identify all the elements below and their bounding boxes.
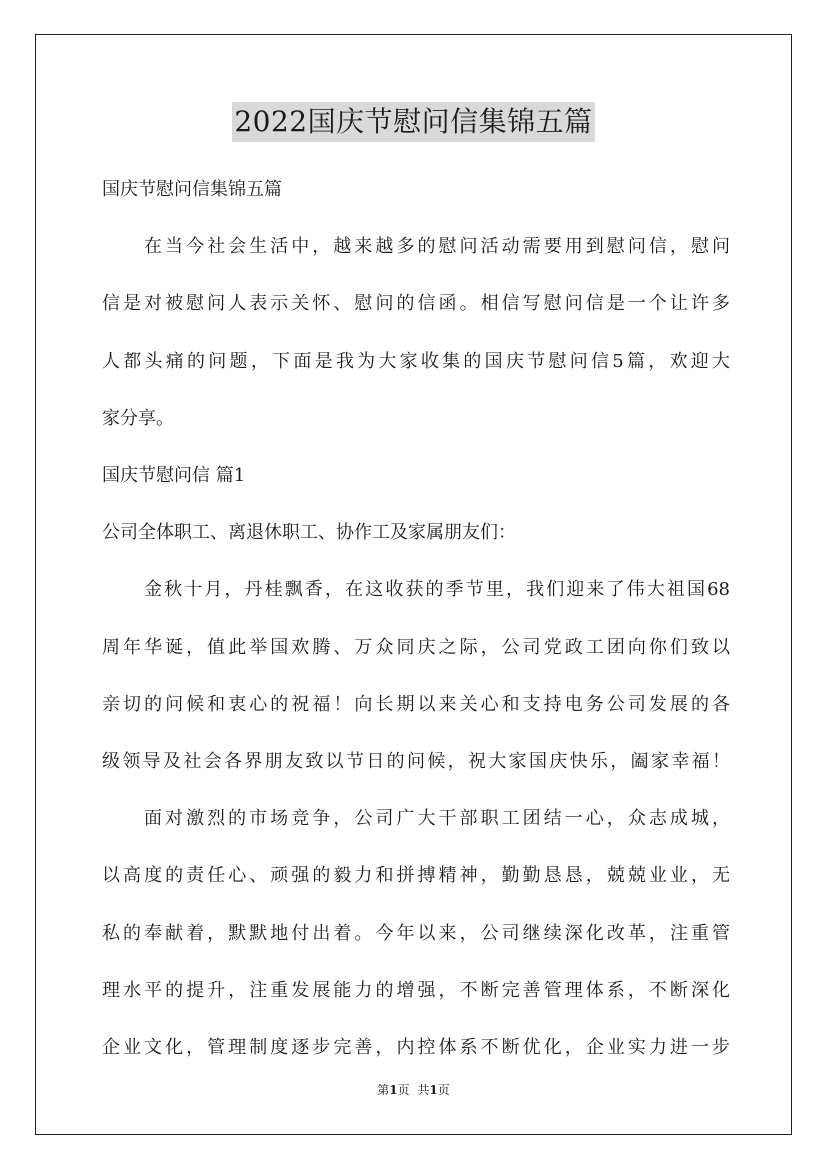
- document-title-text: 2022国庆节慰问信集锦五篇: [232, 102, 594, 142]
- page-suffix: 页: [397, 1083, 410, 1097]
- body-line: 人都头痛的问题，下面是我为大家收集的国庆节慰问信5篇，欢迎大: [102, 350, 730, 372]
- body-line: 家分享。: [102, 407, 174, 429]
- page-footer: [0, 1082, 827, 1098]
- total-prefix: 共: [417, 1083, 430, 1097]
- page-current: 1: [389, 1083, 398, 1097]
- body-line: 亲切的问候和衷心的祝福！向长期以来关心和支持电务公司发展的各: [102, 693, 730, 715]
- body-line: 私的奉献着，默默地付出着。今年以来，公司继续深化改革，注重管: [102, 922, 730, 944]
- body-line: 金秋十月，丹桂飘香，在这收获的季节里，我们迎来了伟大祖国68: [144, 579, 730, 601]
- body-line: 国庆节慰问信 篇1: [102, 465, 246, 486]
- body-line: 面对激烈的市场竞争，公司广大干部职工团结一心，众志成城，: [144, 808, 730, 830]
- page-total: 1: [429, 1083, 438, 1097]
- body-line: 理水平的提升，注重发展能力的增强，不断完善管理体系，不断深化: [102, 979, 730, 1001]
- document-title: [0, 102, 827, 142]
- body-line: 国庆节慰问信集锦五篇: [102, 179, 282, 200]
- body-line: 公司全体职工、离退休职工、协作工及家属朋友们：: [102, 522, 516, 544]
- body-line: 级领导及社会各界朋友致以节日的问候，祝大家国庆快乐，阖家幸福！: [102, 751, 730, 772]
- total-suffix: 页: [437, 1083, 450, 1097]
- body-line: 周年华诞，值此举国欢腾、万众同庆之际，公司党政工团向你们致以: [102, 636, 730, 658]
- body-line: 企业文化，管理制度逐步完善，内控体系不断优化，企业实力进一步: [102, 1037, 730, 1058]
- body-line: 以高度的责任心、顽强的毅力和拼搏精神，勤勤恳恳，兢兢业业，无: [102, 865, 730, 887]
- body-line: 信是对被慰问人表示关怀、慰问的信函。相信写慰问信是一个让许多: [102, 293, 730, 315]
- body-line: 在当今社会生活中，越来越多的慰问活动需要用到慰问信，慰问: [144, 236, 730, 258]
- page-prefix: 第: [377, 1083, 390, 1097]
